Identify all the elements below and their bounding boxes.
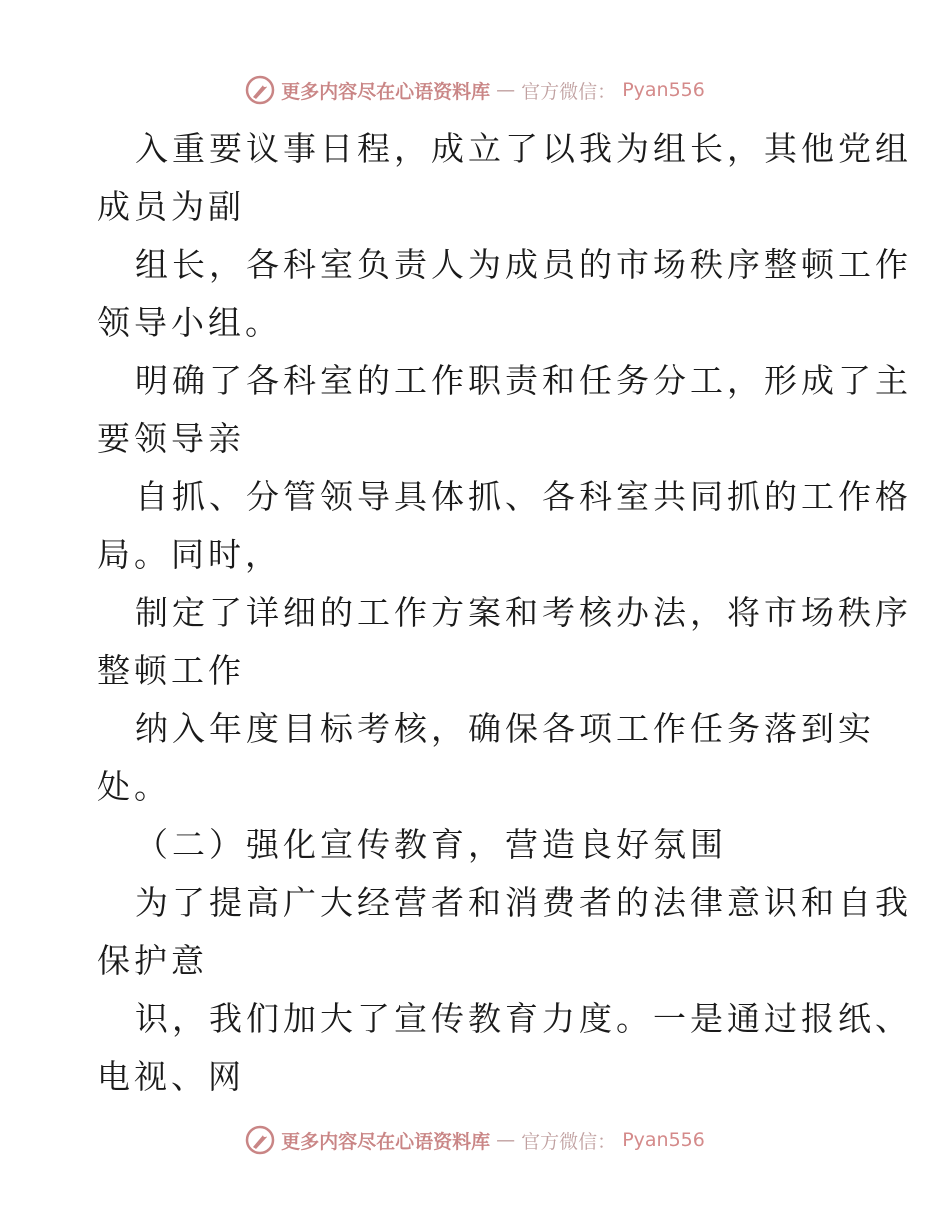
watermark-dash: — [496, 79, 516, 101]
watermark-main-text: 更多内容尽在心语资料库 [281, 1130, 491, 1153]
text-line: 电视、网 [97, 1057, 245, 1096]
watermark-sub-text: 官方微信： [521, 1130, 617, 1153]
text-line: 为了提高广大经营者和消费者的法律意识和自我 [135, 883, 912, 922]
text-line: 处。 [97, 767, 171, 806]
text-line: 要领导亲 [97, 419, 245, 458]
text-line: 制定了详细的工作方案和考核办法，将市场秩序 [135, 593, 912, 632]
watermark-id-text: Pyan556 [622, 1129, 705, 1151]
pen-nib-icon [245, 1125, 275, 1155]
header-watermark [0, 70, 950, 110]
text-line: 组长，各科室负责人为成员的市场秩序整顿工作 [135, 245, 912, 284]
footer-watermark [0, 1120, 950, 1160]
pen-nib-icon [245, 75, 275, 105]
text-line: 成员为副 [97, 187, 245, 226]
watermark-sub-text: 官方微信： [521, 80, 617, 103]
text-line: 局。同时， [97, 535, 282, 574]
text-line: 识，我们加大了宣传教育力度。一是通过报纸、 [135, 999, 912, 1038]
text-line: 保护意 [97, 941, 208, 980]
text-line: 纳入年度目标考核，确保各项工作任务落到实 [135, 709, 875, 748]
text-line: 入重要议事日程，成立了以我为组长，其他党组 [135, 129, 912, 168]
text-line: 领导小组。 [97, 303, 282, 342]
watermark-main-text: 更多内容尽在心语资料库 [281, 80, 491, 103]
watermark-id-text: Pyan556 [622, 79, 705, 101]
document-body [97, 120, 912, 1106]
text-line: 明确了各科室的工作职责和任务分工，形成了主 [135, 361, 912, 400]
text-line: 自抓、分管领导具体抓、各科室共同抓的工作格 [135, 477, 912, 516]
text-line: （二）强化宣传教育，营造良好氛围 [135, 825, 727, 864]
text-line: 整顿工作 [97, 651, 245, 690]
watermark-dash: — [496, 1129, 516, 1151]
